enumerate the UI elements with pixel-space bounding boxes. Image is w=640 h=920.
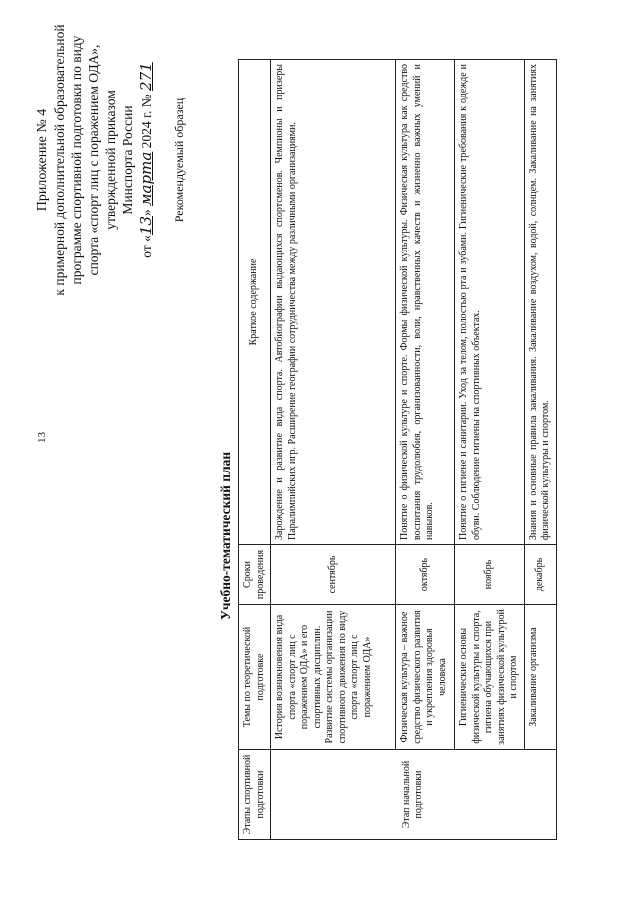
topic-cell: Гигиенические основы физической культуры и спорта, гигиена обучающихся при занятиях физической культурой и спортом	[455, 605, 525, 750]
appendix-title: Приложение № 4	[35, 108, 50, 212]
date-month-handwritten: марта	[137, 151, 155, 206]
header-line: утвержденной приказом	[103, 90, 118, 230]
table-row	[396, 60, 455, 840]
term-cell: ноябрь	[455, 545, 525, 605]
topic-cell: Физическая культура – важное средство физического развития и укрепления здоровья человека	[396, 605, 455, 750]
topic-cell: История возникновения вида спорта «спорт лиц с поражением ОДА» и его спортивных дисциплин. Развитие системы организации спортивного движения по виду спорта «спорт лиц с поражением ОДА»	[271, 605, 396, 750]
date-day-handwritten: 13	[137, 216, 155, 236]
document-header	[34, 10, 188, 310]
plan-title: Учебно-тематический план	[218, 451, 233, 620]
header-line: спорта «спорт лиц с поражением ОДА»,	[86, 44, 101, 276]
content-cell: Понятие о физической культуре и спорте. Формы физической культуры. Физическая культура как средство воспитания трудолюбия, организованности, воли, нравственных качеств и жизненно важных умений и навыков.	[396, 60, 455, 545]
order-number-handwritten: 271	[137, 62, 155, 91]
recommended-sample-note: Рекомендуемый образец	[172, 97, 186, 223]
column-header-topic: Темы по теоретической подготовке	[239, 605, 271, 750]
table-row	[271, 60, 396, 840]
page-number: 13	[36, 432, 48, 443]
term-cell: сентябрь	[271, 545, 396, 605]
column-header-content: Краткое содержание	[239, 60, 271, 545]
topic-cell: Закаливание организма	[524, 605, 556, 750]
header-line: Минспорта России	[120, 105, 135, 215]
header-line: программе спортивной подготовки по виду	[69, 35, 84, 285]
content-cell: Зарождение и развитие вида спорта. Автобиографии выдающихся спортсменов. Чемпионы и призеры Паралимпийских игр. Расширение географии сотрудничества между различными организациями.	[271, 60, 396, 545]
column-header-stage: Этапы спортивной подготовки	[239, 750, 271, 840]
term-cell: октябрь	[396, 545, 455, 605]
column-header-term: Сроки проведения	[239, 545, 271, 605]
date-mid: »	[139, 209, 154, 216]
date-year: 2024 г. №	[139, 94, 154, 149]
content-cell: Знания и основные правила закаливания. Закаливание воздухом, водой, солнцем. Закаливание на занятиях физической культуры и спортом.	[524, 60, 556, 545]
header-line: к примерной дополнительной образовательной	[52, 24, 67, 296]
table-row	[455, 60, 525, 840]
order-date-line	[138, 10, 155, 310]
table-header-row	[239, 60, 271, 840]
stage-cell: Этап начальной подготовки	[271, 750, 557, 840]
term-cell: декабрь	[524, 545, 556, 605]
date-prefix: от «	[139, 235, 154, 258]
content-cell: Понятие о гигиене и санитарии. Уход за телом, полостью рта и зубами. Гигиенические требования к одежде и обуви. Соблюдение гигиены на спортивных объектах.	[455, 60, 525, 545]
thematic-plan-table	[238, 59, 557, 840]
table-row	[524, 60, 556, 840]
